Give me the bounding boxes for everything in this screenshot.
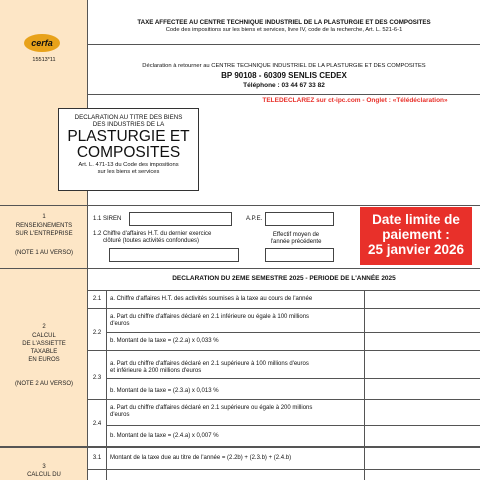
row-2-4-number: 2.4 — [92, 421, 102, 427]
row-2-2b-text: b. Montant de la taxe = (2.2.a) x 0,033 % — [110, 338, 219, 344]
revenue-label-1: 1.2 Chiffre d'affaires H.T. du dernier exercice — [93, 231, 212, 237]
row-3-1-amount[interactable] — [365, 448, 480, 468]
row-2-3a-text-2: et inférieure à 200 millions d'euros — [110, 368, 202, 374]
cerfa-logo-text: cerfa — [31, 38, 53, 48]
row-2-4a-amount[interactable] — [365, 400, 480, 425]
address-divider — [88, 94, 480, 95]
section1-label-1: RENSEIGNEMENTS — [15, 223, 73, 229]
section2-note: (NOTE 2 AU VERSO) — [14, 381, 73, 387]
section3-number: 3 — [42, 464, 46, 470]
row-3-1-number: 3.1 — [92, 455, 102, 461]
section1-number: 1 — [42, 214, 46, 220]
row-2-2-number: 2.2 — [92, 330, 102, 336]
row-2-1-number: 2.1 — [92, 296, 102, 302]
title-composites: COMPOSITES — [76, 144, 181, 161]
section1-note: (NOTE 1 AU VERSO) — [14, 250, 73, 256]
siren-field[interactable] — [129, 212, 232, 226]
row-2-4b-amount[interactable] — [365, 426, 480, 446]
number-column-divider — [106, 290, 107, 480]
article-reference-2: sur les biens et services — [97, 169, 160, 175]
row-2-2a-text-2: d'euros — [110, 321, 130, 327]
phone-number: Téléphone : 03 44 67 33 82 — [243, 82, 325, 89]
article-reference-1: Art. L. 471-13 du Code des impositions — [78, 162, 179, 168]
row-2-3-number: 2.3 — [92, 375, 102, 381]
header-divider — [88, 44, 480, 45]
section2-label-4: EN EUROS — [28, 357, 60, 363]
row-2-2a-text-1: a. Part du chiffre d'affaires déclaré en 2.1 inférieure ou égale à 100 millions — [110, 314, 310, 320]
row-2-1-amount[interactable] — [365, 291, 480, 308]
section2-heading: DECLARATION DU 2EME SEMESTRE 2025 - PERIODE DE L'ANNÉE 2025 — [172, 275, 396, 282]
code-reference: Code des impositions sur les biens et services, livre IV, code de la recherche, Art. L. 521-6-1 — [165, 27, 403, 33]
row-2-3a-text-1: a. Part du chiffre d'affaires déclaré en 2.1 supérieure à 100 millions d'euros — [110, 361, 309, 367]
headcount-field[interactable] — [265, 248, 334, 262]
cerfa-logo — [24, 34, 60, 52]
siren-label: 1.1 SIREN — [93, 216, 122, 222]
title-plasturgie: PLASTURGIE ET — [67, 128, 190, 145]
row-2-2a-amount[interactable] — [365, 309, 480, 332]
cerfa-number: 15513*11 — [32, 57, 56, 63]
row-2-4a-text-2: d'euros — [110, 412, 130, 418]
section1-label-2: SUR L'ENTREPRISE — [15, 231, 73, 237]
section2-label-3: TAXABLE — [30, 349, 58, 355]
row-2-2b-amount[interactable] — [365, 333, 480, 350]
headcount-label-2: l'année précédente — [270, 239, 322, 245]
section2-top-rule — [0, 268, 480, 269]
row-2-3b-text: b. Montant de la taxe = (2.3.a) x 0,013 % — [110, 388, 219, 394]
row-2-4b-text: b. Montant de la taxe = (2.4.a) x 0,007 % — [110, 433, 219, 439]
revenue-label-2: clôturé (toutes activités confondues) — [103, 238, 200, 244]
row-3-1-text: Montant de la taxe due au titre de l'année = (2.2b) + (2.3.b) + (2.4.b) — [110, 455, 292, 461]
teledeclare-notice: TELEDECLAREZ sur ct-ipc.com - Onglet : «Télédéclaration» — [262, 97, 448, 104]
title-line-2: DES INDUSTRIES DE LA — [92, 121, 165, 128]
revenue-field[interactable] — [109, 248, 239, 262]
title-line-1: DECLARATION AU TITRE DES BIENS — [74, 114, 183, 121]
postal-address: BP 90108 - 60309 SENLIS CEDEX — [221, 71, 347, 80]
section3-label-1: CALCUL DU — [27, 472, 61, 478]
row-2-4a-text-1: a. Part du chiffre d'affaires déclaré en 2.1 supérieure ou égale à 200 millions — [110, 405, 313, 411]
row-2-1-text: a. Chiffre d'affaires H.T. des activités soumises à la taxe au cours de l'année — [110, 296, 313, 302]
ape-label: A.P.E. — [246, 216, 263, 222]
return-instructions: Déclaration à retourner au CENTRE TECHNIQUE INDUSTRIEL DE LA PLASTURGIE ET DES COMPOSITES — [142, 63, 426, 69]
form-title: TAXE AFFECTEE AU CENTRE TECHNIQUE INDUSTRIEL DE LA PLASTURGIE ET DES COMPOSITES — [137, 19, 431, 26]
row-2-3a-amount[interactable] — [365, 351, 480, 378]
section1-top-rule — [0, 205, 480, 206]
deadline-line-1: Date limite de — [372, 212, 460, 227]
deadline-banner — [360, 207, 472, 265]
deadline-line-2: paiement : — [382, 227, 450, 242]
section2-label-1: CALCUL — [32, 333, 56, 339]
section2-label-2: DE L'ASSIETTE — [22, 341, 66, 347]
deadline-line-3: 25 janvier 2026 — [367, 242, 465, 257]
ape-field[interactable] — [265, 212, 334, 226]
section2-number: 2 — [42, 324, 46, 330]
headcount-label-1: Effectif moyen de — [272, 232, 320, 238]
row-3-1-rule — [88, 469, 480, 470]
declaration-title-box — [58, 108, 199, 191]
row-2-3b-amount[interactable] — [365, 379, 480, 399]
left-sidebar — [0, 0, 88, 480]
